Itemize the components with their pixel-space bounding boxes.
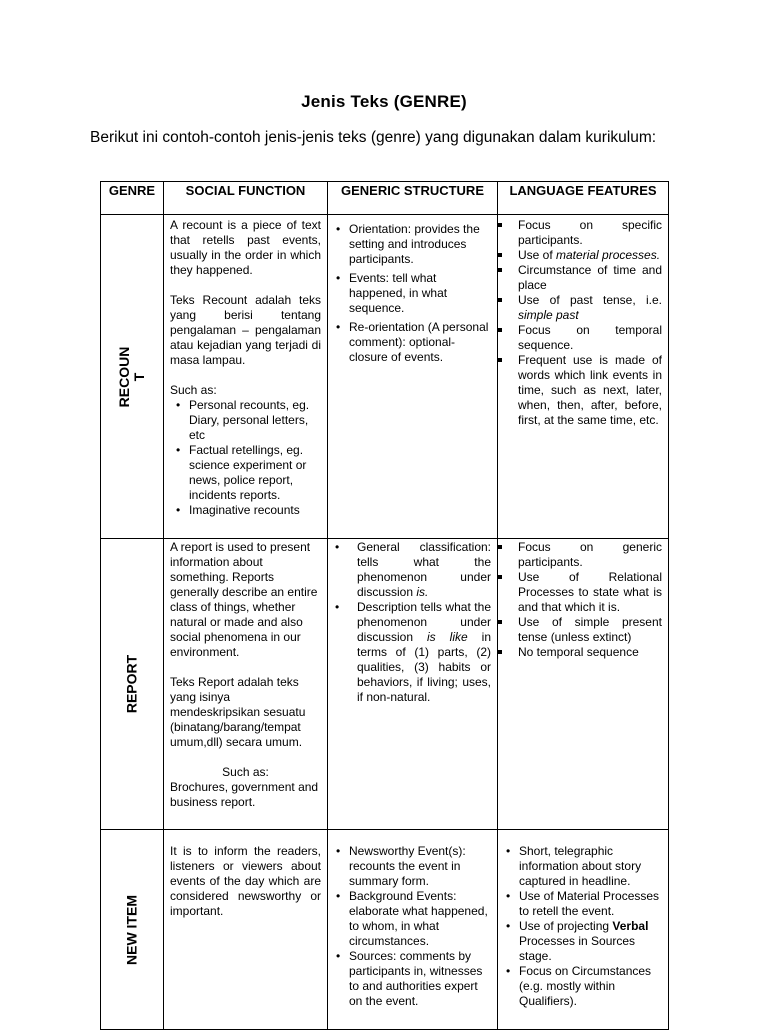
list-item: Focus on specific participants. bbox=[498, 218, 662, 248]
list-item: • Background Events: elaborate what happened, to whom, in what circumstances. bbox=[334, 889, 491, 949]
genre-label-report: REPORT bbox=[123, 654, 140, 714]
list-item: • Use of Material Processes to retell the event. bbox=[504, 889, 662, 919]
genre-table bbox=[100, 181, 669, 1030]
social-function-recount bbox=[164, 215, 328, 539]
list-item: • Sources: comments by participants in, witnesses to and authorities expert on the event. bbox=[334, 949, 491, 1009]
language-features-news-item bbox=[498, 830, 669, 1030]
header-social-function: SOCIAL FUNCTION bbox=[164, 182, 328, 215]
list-item: • Re-orientation (A personal comment): optional-closure of events. bbox=[334, 320, 491, 365]
genre-cell-news-item bbox=[101, 830, 164, 1030]
table-row-recount bbox=[101, 215, 669, 539]
generic-structure-recount bbox=[328, 215, 498, 539]
report-definition-id: Teks Report adalah teks yang isinya mendeskripsikan sesuatu (binatang/barang/tempat umum,dll) secara umum. bbox=[170, 675, 306, 749]
list-item: Use of material processes. bbox=[498, 248, 662, 263]
language-features-report bbox=[498, 539, 669, 830]
table-row-news-item bbox=[101, 830, 669, 1030]
genre-cell-report bbox=[101, 539, 164, 830]
list-item: Focus on generic participants. bbox=[498, 540, 662, 570]
intro-paragraph: Berikut ini contoh-contoh jenis-jenis teks (genre) yang digunakan dalam kurikulum: bbox=[90, 129, 657, 146]
genre-label-recount: RECOUN T bbox=[116, 346, 147, 407]
list-item: • Factual retellings, eg. science experiment or news, police report, incidents reports. bbox=[174, 443, 321, 503]
report-such-as: Such as: bbox=[222, 765, 269, 779]
report-examples: Brochures, government and business report. bbox=[170, 780, 319, 809]
table-header-row bbox=[101, 182, 669, 215]
generic-structure-report bbox=[328, 539, 498, 830]
list-item: Frequent use is made of words which link events in time, such as next, later, when, then, after, before, first, at the same time, etc. bbox=[498, 353, 662, 428]
list-item: • Personal recounts, eg. Diary, personal letters, etc bbox=[174, 398, 321, 443]
list-item: • Description tells what the phenomenon under discussion is like in terms of (1) parts, (2) qualities, (3) habits or behaviors, if living; uses, if non-natural. bbox=[333, 600, 491, 705]
list-item: • Newsworthy Event(s): recounts the event in summary form. bbox=[334, 844, 491, 889]
list-item: • Events: tell what happened, in what sequence. bbox=[334, 271, 491, 316]
list-item: • Focus on Circumstances (e.g. mostly within Qualifiers). bbox=[504, 964, 662, 1009]
table-row-report bbox=[101, 539, 669, 830]
list-item: Circumstance of time and place bbox=[498, 263, 662, 293]
list-item: • Short, telegraphic information about story captured in headline. bbox=[504, 844, 662, 889]
list-item: No temporal sequence bbox=[498, 645, 662, 660]
list-item: Use of past tense, i.e. simple past bbox=[498, 293, 662, 323]
social-function-news-item bbox=[164, 830, 328, 1030]
list-item: • Orientation: provides the setting and introduces participants. bbox=[334, 222, 491, 267]
list-item: • Use of projecting Verbal Processes in Sources stage. bbox=[504, 919, 662, 964]
recount-such-as: Such as: bbox=[170, 383, 217, 397]
genre-label-news-item: NEW ITEM bbox=[123, 894, 140, 965]
recount-definition-id: Teks Recount adalah teks yang berisi tentang pengalaman – pengalaman atau kejadian yang terjadi di masa lampau. bbox=[170, 293, 321, 367]
language-features-recount bbox=[498, 215, 669, 539]
list-item: • General classification: tells what the phenomenon under discussion is. bbox=[333, 540, 491, 600]
social-function-report bbox=[164, 539, 328, 830]
report-definition: A report is used to present information about something. Reports generally describe an entire class of things, whether natural or made and also social phenomena in our environment. bbox=[170, 540, 318, 659]
genre-cell-recount bbox=[101, 215, 164, 539]
recount-definition: A recount is a piece of text that retells past events, usually in the order in which they happened. bbox=[170, 218, 321, 277]
list-item: Use of Relational Processes to state what is and that which it is. bbox=[498, 570, 662, 615]
page-title: Jenis Teks (GENRE) bbox=[301, 92, 467, 111]
list-item: Focus on temporal sequence. bbox=[498, 323, 662, 353]
generic-structure-news-item bbox=[328, 830, 498, 1030]
list-item: • Imaginative recounts bbox=[174, 503, 321, 518]
header-generic-structure: GENERIC STRUCTURE bbox=[328, 182, 498, 215]
header-language-features: LANGUAGE FEATURES bbox=[498, 182, 669, 215]
news-item-definition: It is to inform the readers, listeners or viewers about events of the day which are considered newsworthy or important. bbox=[170, 844, 321, 918]
list-item: Use of simple present tense (unless extinct) bbox=[498, 615, 662, 645]
header-genre: GENRE bbox=[101, 182, 164, 215]
